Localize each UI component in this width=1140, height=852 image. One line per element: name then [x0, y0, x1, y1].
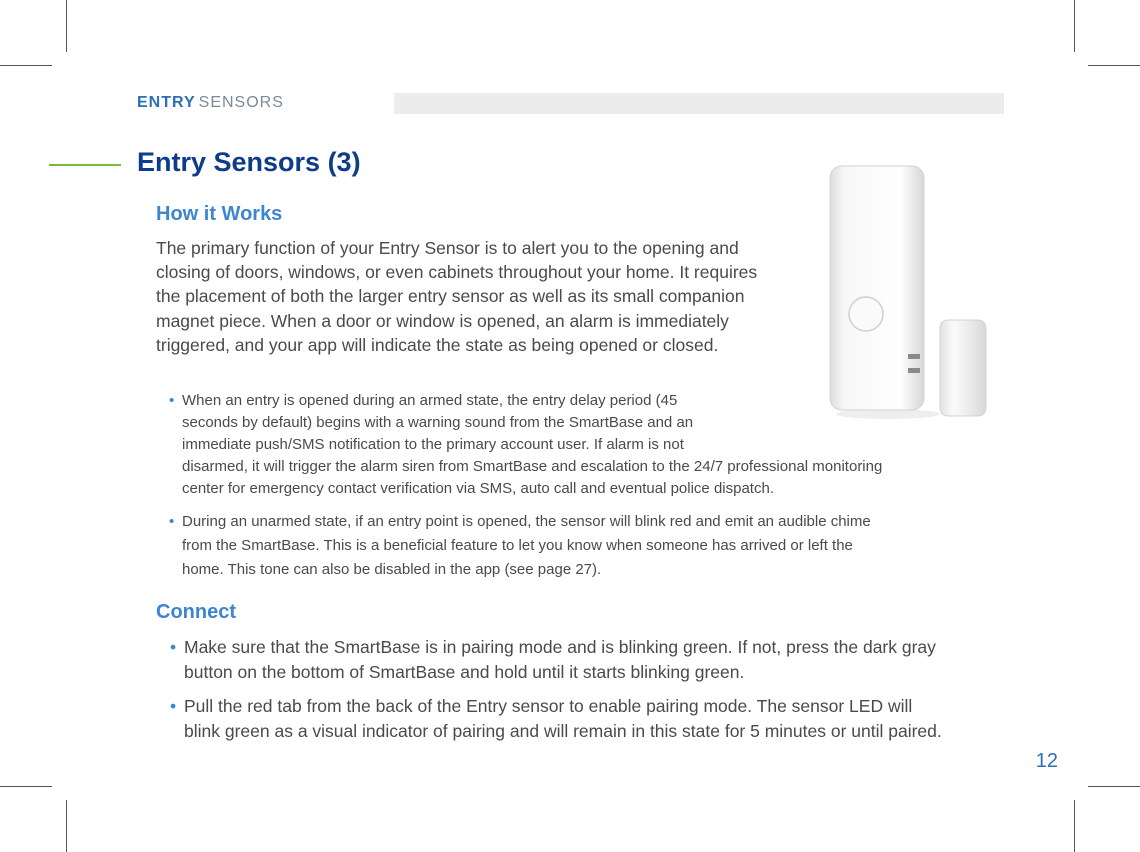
crop-mark [0, 65, 52, 66]
page-title: Entry Sensors (3) [137, 147, 361, 177]
bullet-glyph: • [170, 637, 177, 657]
bullet-line: center for emergency contact verification via SMS, auto call and eventual police dispatch. [182, 480, 774, 497]
bullet-line: Pull the red tab from the back of the Entry sensor to enable pairing mode. The sensor LED will [184, 696, 913, 716]
bullet-line: Make sure that the SmartBase is in pairing mode and is blinking green. If not, press the dark gray [184, 637, 936, 657]
bullet-glyph: • [169, 392, 175, 409]
crop-mark [0, 786, 52, 787]
section-header-light: SENSORS [198, 94, 284, 111]
entry-sensor-image [826, 162, 996, 422]
bullet-glyph: • [169, 513, 175, 530]
crop-mark [1088, 786, 1140, 787]
bullet-line: disarmed, it will trigger the alarm siren from SmartBase and escalation to the 24/7 professional monitoring [182, 458, 883, 475]
title-accent-rule [49, 164, 121, 166]
header-bar [394, 93, 1004, 114]
bullet-line: home. This tone can also be disabled in the app (see page 27). [182, 561, 602, 578]
page-number: 12 [1035, 750, 1058, 772]
bullet-line: from the SmartBase. This is a beneficial feature to let you know when someone has arrived or left the [182, 537, 853, 554]
how-it-works-heading: How it Works [156, 203, 283, 225]
crop-mark [1074, 800, 1075, 852]
connect-heading: Connect [156, 601, 236, 623]
bullet-line: When an entry is opened during an armed state, the entry delay period (45 [182, 392, 678, 409]
list-item [170, 694, 942, 743]
list-item [169, 510, 871, 582]
section-header-bold: ENTRY [137, 94, 196, 111]
bullet-glyph: • [170, 696, 177, 716]
crop-mark [1088, 65, 1140, 66]
list-item [170, 635, 936, 684]
list-item [169, 390, 883, 500]
bullet-line: blink green as a visual indicator of pairing and will remain in this state for 5 minutes or until paired. [184, 720, 942, 741]
bullet-line: immediate push/SMS notification to the primary account user. If alarm is not [182, 436, 684, 453]
how-it-works-paragraph: The primary function of your Entry Sensor is to alert you to the opening and closing of doors, windows, or even cabinets throughout your home. It requires the placement of both the larger entry sensor as well as its small companion magnet piece. When a door or window is opened, an alarm is immediately triggered, and your app will indicate the state as being opened or closed. [156, 238, 758, 355]
section-header [137, 94, 284, 112]
bullet-line: During an unarmed state, if an entry point is opened, the sensor will blink red and emit an audible chime [182, 513, 871, 530]
crop-mark [66, 0, 67, 52]
bullet-line: button on the bottom of SmartBase and hold until it starts blinking green. [184, 661, 745, 682]
crop-mark [66, 800, 67, 852]
bullet-line: seconds by default) begins with a warning sound from the SmartBase and an [182, 414, 694, 431]
crop-mark [1074, 0, 1075, 52]
